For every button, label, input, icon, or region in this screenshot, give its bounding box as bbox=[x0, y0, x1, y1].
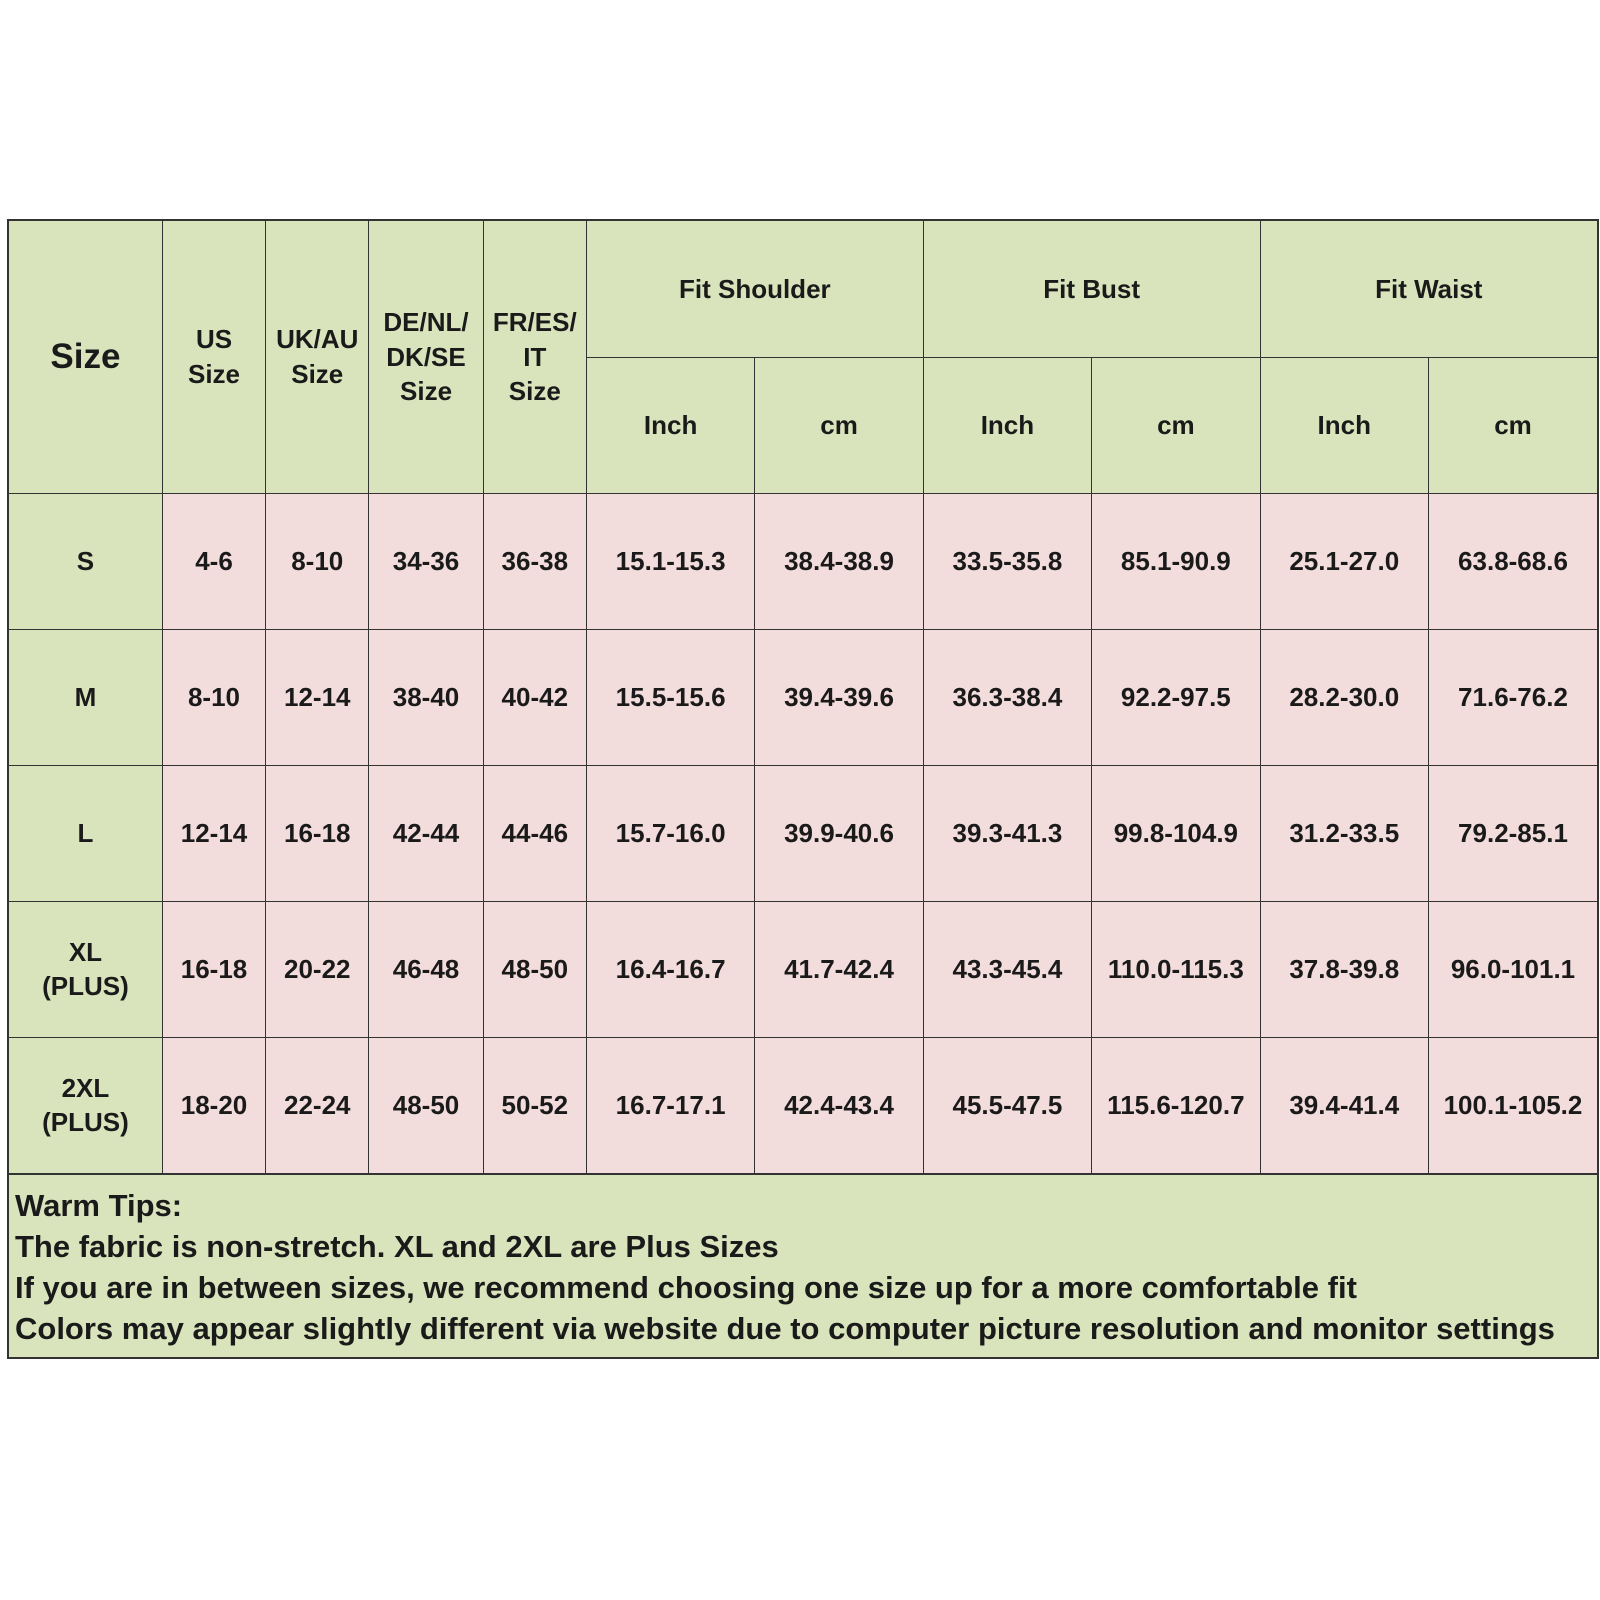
cell-bust-cm: 85.1-90.9 bbox=[1092, 493, 1260, 629]
cell-shoulder-cm: 39.4-39.6 bbox=[755, 629, 923, 765]
cell-us: 8-10 bbox=[162, 629, 265, 765]
tips-line: The fabric is non-stretch. XL and 2XL are Plus Sizes bbox=[15, 1228, 779, 1264]
warm-tips bbox=[9, 1174, 1597, 1357]
cell-fr: 44-46 bbox=[483, 765, 586, 901]
cell-uk: 20-22 bbox=[266, 901, 369, 1037]
cell-bust-cm: 99.8-104.9 bbox=[1092, 765, 1260, 901]
row-size-line: XL bbox=[68, 936, 103, 967]
cell-uk: 16-18 bbox=[266, 765, 369, 901]
row-size-line: M bbox=[74, 681, 97, 712]
cell-de: 34-36 bbox=[369, 493, 483, 629]
row-size bbox=[9, 493, 162, 629]
header-shoulder-inch: Inch bbox=[586, 357, 754, 493]
cell-fr: 40-42 bbox=[483, 629, 586, 765]
header-bust-inch: Inch bbox=[923, 357, 1091, 493]
cell-us: 4-6 bbox=[162, 493, 265, 629]
row-size bbox=[9, 1037, 162, 1173]
cell-shoulder-inch: 15.5-15.6 bbox=[586, 629, 754, 765]
cell-shoulder-inch: 16.7-17.1 bbox=[586, 1037, 754, 1173]
cell-fr: 50-52 bbox=[483, 1037, 586, 1173]
header-waist-cm: cm bbox=[1428, 357, 1597, 493]
cell-waist-cm: 79.2-85.1 bbox=[1428, 765, 1597, 901]
cell-waist-inch: 25.1-27.0 bbox=[1260, 493, 1428, 629]
cell-us: 18-20 bbox=[162, 1037, 265, 1173]
table-row bbox=[9, 901, 1597, 1037]
header-uk-size bbox=[266, 221, 369, 493]
cell-bust-cm: 115.6-120.7 bbox=[1092, 1037, 1260, 1173]
header-fr-size bbox=[483, 221, 586, 493]
cell-waist-cm: 71.6-76.2 bbox=[1428, 629, 1597, 765]
row-size bbox=[9, 765, 162, 901]
cell-waist-cm: 63.8-68.6 bbox=[1428, 493, 1597, 629]
tips-line: Colors may appear slightly different via website due to computer picture resolution and monitor settings bbox=[15, 1310, 1555, 1346]
cell-waist-cm: 96.0-101.1 bbox=[1428, 901, 1597, 1037]
cell-bust-inch: 36.3-38.4 bbox=[923, 629, 1091, 765]
cell-bust-inch: 45.5-47.5 bbox=[923, 1037, 1091, 1173]
table-row bbox=[9, 493, 1597, 629]
cell-bust-inch: 33.5-35.8 bbox=[923, 493, 1091, 629]
row-size-line: L bbox=[77, 817, 94, 848]
header-de-line: Size bbox=[400, 375, 453, 406]
row-size-line: (PLUS) bbox=[42, 1107, 129, 1137]
cell-waist-inch: 37.8-39.8 bbox=[1260, 901, 1428, 1037]
cell-de: 38-40 bbox=[369, 629, 483, 765]
header-us-size bbox=[162, 221, 265, 493]
header-fr-line: Size bbox=[508, 375, 561, 406]
table-row bbox=[9, 1037, 1597, 1173]
cell-de: 42-44 bbox=[369, 765, 483, 901]
header-bust-cm: cm bbox=[1092, 357, 1260, 493]
header-us-line: US bbox=[195, 324, 233, 355]
size-chart bbox=[7, 219, 1599, 1359]
tips-title: Warm Tips: bbox=[15, 1187, 183, 1223]
size-table bbox=[9, 221, 1597, 1174]
cell-shoulder-cm: 38.4-38.9 bbox=[755, 493, 923, 629]
header-de-line: DK/SE bbox=[386, 341, 466, 372]
header-fit-bust: Fit Bust bbox=[923, 221, 1260, 357]
header-shoulder-cm: cm bbox=[755, 357, 923, 493]
header-uk-line: Size bbox=[291, 358, 344, 389]
cell-bust-cm: 92.2-97.5 bbox=[1092, 629, 1260, 765]
cell-shoulder-cm: 42.4-43.4 bbox=[755, 1037, 923, 1173]
header-fr-line: FR/ES/ bbox=[492, 307, 577, 338]
cell-bust-cm: 110.0-115.3 bbox=[1092, 901, 1260, 1037]
cell-shoulder-inch: 16.4-16.7 bbox=[586, 901, 754, 1037]
header-us-line: Size bbox=[187, 358, 241, 389]
cell-waist-inch: 31.2-33.5 bbox=[1260, 765, 1428, 901]
table-row bbox=[9, 629, 1597, 765]
header-row-groups bbox=[9, 221, 1597, 357]
header-uk-line: UK/AU bbox=[276, 324, 359, 355]
row-size bbox=[9, 629, 162, 765]
header-de-line: DE/NL/ bbox=[383, 307, 469, 338]
cell-shoulder-inch: 15.1-15.3 bbox=[586, 493, 754, 629]
cell-uk: 12-14 bbox=[266, 629, 369, 765]
cell-shoulder-inch: 15.7-16.0 bbox=[586, 765, 754, 901]
cell-bust-inch: 39.3-41.3 bbox=[923, 765, 1091, 901]
row-size bbox=[9, 901, 162, 1037]
cell-waist-inch: 28.2-30.0 bbox=[1260, 629, 1428, 765]
cell-waist-inch: 39.4-41.4 bbox=[1260, 1037, 1428, 1173]
cell-bust-inch: 43.3-45.4 bbox=[923, 901, 1091, 1037]
header-waist-inch: Inch bbox=[1260, 357, 1428, 493]
table-row bbox=[9, 765, 1597, 901]
header-size: Size bbox=[9, 221, 162, 493]
header-fit-shoulder: Fit Shoulder bbox=[586, 221, 923, 357]
tips-line: If you are in between sizes, we recommend choosing one size up for a more comfortable fit bbox=[15, 1269, 1357, 1305]
cell-fr: 48-50 bbox=[483, 901, 586, 1037]
cell-de: 46-48 bbox=[369, 901, 483, 1037]
cell-us: 12-14 bbox=[162, 765, 265, 901]
row-size-line: (PLUS) bbox=[42, 971, 129, 1001]
cell-shoulder-cm: 39.9-40.6 bbox=[755, 765, 923, 901]
cell-fr: 36-38 bbox=[483, 493, 586, 629]
cell-uk: 8-10 bbox=[266, 493, 369, 629]
cell-uk: 22-24 bbox=[266, 1037, 369, 1173]
header-fit-waist: Fit Waist bbox=[1260, 221, 1597, 357]
cell-waist-cm: 100.1-105.2 bbox=[1428, 1037, 1597, 1173]
row-size-line: 2XL bbox=[61, 1072, 110, 1103]
cell-shoulder-cm: 41.7-42.4 bbox=[755, 901, 923, 1037]
cell-de: 48-50 bbox=[369, 1037, 483, 1173]
header-de-size bbox=[369, 221, 483, 493]
header-fr-line: IT bbox=[523, 341, 547, 372]
row-size-line: S bbox=[76, 545, 95, 576]
cell-us: 16-18 bbox=[162, 901, 265, 1037]
